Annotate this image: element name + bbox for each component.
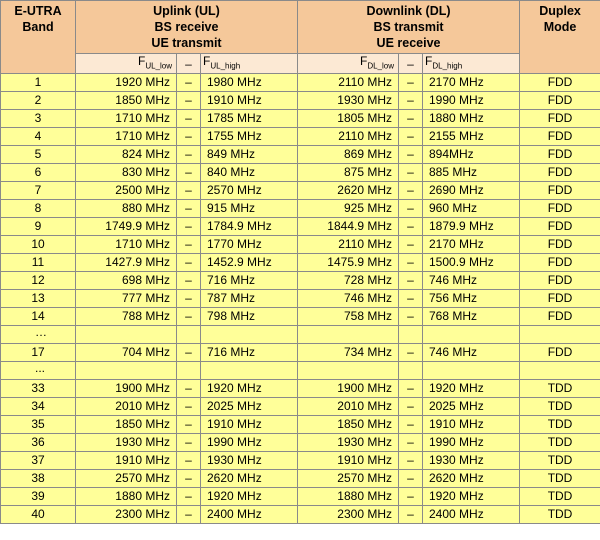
table-row: [1, 146, 600, 164]
ul-high-cell: 2570 MHz: [201, 182, 298, 200]
duplex-mode-cell: FDD: [520, 146, 600, 164]
duplex-mode-cell: FDD: [520, 272, 600, 290]
dl-low-cell: 728 MHz: [298, 272, 399, 290]
dl-high-cell: 885 MHz: [423, 164, 520, 182]
ul-dash-cell: –: [177, 416, 201, 434]
dl-low-cell: 869 MHz: [298, 146, 399, 164]
ul-dash-cell: –: [177, 290, 201, 308]
dl-low-cell: 2010 MHz: [298, 398, 399, 416]
uplink-line3: UE transmit: [151, 36, 222, 50]
duplex-mode-cell: TDD: [520, 416, 600, 434]
dl-low-cell: 1930 MHz: [298, 92, 399, 110]
duplex-mode-cell: FDD: [520, 110, 600, 128]
band-cell: 34: [1, 398, 76, 416]
band-cell: 37: [1, 452, 76, 470]
ul-high-cell: 1910 MHz: [201, 416, 298, 434]
ul-dash-cell: –: [177, 182, 201, 200]
duplex-header: [520, 1, 600, 74]
dl-low-cell: 746 MHz: [298, 290, 399, 308]
ul-low-cell: 788 MHz: [76, 308, 177, 326]
table-row: [1, 236, 600, 254]
duplex-mode-cell: FDD: [520, 128, 600, 146]
ul-low-symbol: F: [137, 54, 146, 68]
dl-high-cell: 1880 MHz: [423, 110, 520, 128]
dl-dash-cell: –: [399, 308, 423, 326]
ul-low-header: [76, 54, 177, 74]
dl-dash-cell: –: [399, 290, 423, 308]
dl-dash-cell: –: [399, 452, 423, 470]
band-cell: 11: [1, 254, 76, 272]
ul-high-cell: 1930 MHz: [201, 452, 298, 470]
dl-low-symbol: F: [359, 54, 368, 68]
ul-low-cell: 777 MHz: [76, 290, 177, 308]
band-cell: 14: [1, 308, 76, 326]
table-row: [1, 416, 600, 434]
table-row: [1, 92, 600, 110]
duplex-mode-cell: TDD: [520, 488, 600, 506]
ul-high-cell: 1452.9 MHz: [201, 254, 298, 272]
dl-high-cell: 1920 MHz: [423, 380, 520, 398]
ul-high-cell: 1920 MHz: [201, 380, 298, 398]
band-cell: 33: [1, 380, 76, 398]
dl-low-cell: 1900 MHz: [298, 380, 399, 398]
ul-dash-cell: –: [177, 380, 201, 398]
band-cell: 7: [1, 182, 76, 200]
duplex-mode-cell: TDD: [520, 434, 600, 452]
downlink-line3: UE receive: [376, 36, 441, 50]
table-row: [1, 254, 600, 272]
band-rows: [1, 74, 600, 524]
dl-low-cell: 2110 MHz: [298, 128, 399, 146]
ul-high-cell: 1980 MHz: [201, 74, 298, 92]
duplex-mode-cell: [520, 326, 600, 344]
dl-high-cell: 1910 MHz: [423, 416, 520, 434]
band-header-text: E-UTRA Band: [14, 4, 62, 34]
duplex-mode-cell: FDD: [520, 308, 600, 326]
ul-dash-cell: –: [177, 236, 201, 254]
dl-low-cell: 2570 MHz: [298, 470, 399, 488]
dl-high-cell: 2690 MHz: [423, 182, 520, 200]
dl-high-subscript: DL_high: [432, 61, 463, 71]
band-cell: 3: [1, 110, 76, 128]
duplex-mode-cell: TDD: [520, 398, 600, 416]
table-row: [1, 434, 600, 452]
dl-high-cell: 894MHz: [423, 146, 520, 164]
dl-dash-cell: –: [399, 128, 423, 146]
band-cell: 8: [1, 200, 76, 218]
dl-high-cell: 756 MHz: [423, 290, 520, 308]
downlink-line2: BS transmit: [373, 20, 444, 34]
ul-high-cell: 798 MHz: [201, 308, 298, 326]
dl-low-cell: 2110 MHz: [298, 236, 399, 254]
ul-high-cell: 1755 MHz: [201, 128, 298, 146]
dl-high-header: [423, 54, 520, 74]
dl-high-cell: [423, 326, 520, 344]
ul-low-cell: 1930 MHz: [76, 434, 177, 452]
ul-high-cell: 1910 MHz: [201, 92, 298, 110]
duplex-mode-cell: FDD: [520, 218, 600, 236]
dl-low-cell: 1930 MHz: [298, 434, 399, 452]
table-row: [1, 200, 600, 218]
ul-dash-cell: –: [177, 218, 201, 236]
ul-high-cell: 1770 MHz: [201, 236, 298, 254]
ul-low-cell: 1749.9 MHz: [76, 218, 177, 236]
dl-low-cell: 2300 MHz: [298, 506, 399, 524]
duplex-mode-cell: FDD: [520, 164, 600, 182]
ul-dash-cell: –: [177, 92, 201, 110]
ul-low-cell: 704 MHz: [76, 344, 177, 362]
ul-low-cell: 1710 MHz: [76, 110, 177, 128]
ul-dash-cell: –: [177, 434, 201, 452]
table-row: [1, 380, 600, 398]
ul-low-cell: 1900 MHz: [76, 380, 177, 398]
ul-low-cell: 698 MHz: [76, 272, 177, 290]
dl-high-cell: 2170 MHz: [423, 236, 520, 254]
ul-dash-cell: [177, 326, 201, 344]
band-cell: 35: [1, 416, 76, 434]
dl-dash-cell: –: [399, 488, 423, 506]
ul-dash-cell: –: [177, 200, 201, 218]
ul-high-cell: 1990 MHz: [201, 434, 298, 452]
band-cell: 38: [1, 470, 76, 488]
band-cell: 40: [1, 506, 76, 524]
dl-high-cell: 1930 MHz: [423, 452, 520, 470]
dl-low-cell: 1880 MHz: [298, 488, 399, 506]
band-cell: 4: [1, 128, 76, 146]
duplex-mode-cell: FDD: [520, 74, 600, 92]
ul-dash-cell: [177, 362, 201, 380]
dl-low-header: [298, 54, 399, 74]
table-row: [1, 164, 600, 182]
duplex-mode-cell: FDD: [520, 344, 600, 362]
ul-high-cell: [201, 362, 298, 380]
dl-high-cell: 768 MHz: [423, 308, 520, 326]
ul-low-cell: 824 MHz: [76, 146, 177, 164]
dl-low-cell: 1475.9 MHz: [298, 254, 399, 272]
dl-dash-cell: –: [399, 344, 423, 362]
dl-low-cell: 2110 MHz: [298, 74, 399, 92]
ul-dash-cell: –: [177, 308, 201, 326]
ul-low-cell: 1427.9 MHz: [76, 254, 177, 272]
duplex-mode-cell: FDD: [520, 236, 600, 254]
ul-low-cell: 2010 MHz: [76, 398, 177, 416]
band-cell: 1: [1, 74, 76, 92]
ul-high-header: [201, 54, 298, 74]
uplink-title: Uplink (UL): [153, 4, 220, 18]
band-cell: 17: [1, 344, 76, 362]
dl-low-cell: 758 MHz: [298, 308, 399, 326]
band-cell: 2: [1, 92, 76, 110]
ul-dash-header: –: [177, 54, 201, 74]
dl-low-cell: 1844.9 MHz: [298, 218, 399, 236]
ul-high-symbol: F: [203, 54, 211, 68]
table-row: [1, 218, 600, 236]
dl-dash-cell: –: [399, 218, 423, 236]
duplex-mode-cell: FDD: [520, 92, 600, 110]
ul-dash-cell: –: [177, 488, 201, 506]
dl-dash-cell: –: [399, 416, 423, 434]
table-row: [1, 272, 600, 290]
ul-high-cell: 2400 MHz: [201, 506, 298, 524]
dl-high-cell: 2025 MHz: [423, 398, 520, 416]
band-cell: 13: [1, 290, 76, 308]
ul-dash-cell: –: [177, 164, 201, 182]
band-cell: 5: [1, 146, 76, 164]
duplex-mode-cell: TDD: [520, 506, 600, 524]
ul-low-cell: 1910 MHz: [76, 452, 177, 470]
dl-low-subscript: DL_low: [367, 61, 394, 71]
ul-high-cell: 2620 MHz: [201, 470, 298, 488]
band-cell: 10: [1, 236, 76, 254]
dl-dash-cell: –: [399, 200, 423, 218]
table-row: [1, 326, 600, 344]
dl-high-cell: 1500.9 MHz: [423, 254, 520, 272]
ul-dash-cell: –: [177, 74, 201, 92]
table-row: [1, 488, 600, 506]
dl-low-cell: [298, 326, 399, 344]
ul-low-cell: 1710 MHz: [76, 236, 177, 254]
table-row: [1, 290, 600, 308]
ul-low-cell: 2300 MHz: [76, 506, 177, 524]
dl-dash-cell: –: [399, 110, 423, 128]
duplex-mode-cell: TDD: [520, 452, 600, 470]
dl-low-cell: [298, 362, 399, 380]
dl-high-cell: 1990 MHz: [423, 92, 520, 110]
dl-dash-cell: –: [399, 236, 423, 254]
ul-low-cell: 1920 MHz: [76, 74, 177, 92]
dl-low-cell: 2620 MHz: [298, 182, 399, 200]
dl-dash-cell: –: [399, 506, 423, 524]
band-header: [1, 1, 76, 74]
dl-dash-cell: –: [399, 92, 423, 110]
dl-dash-cell: –: [399, 272, 423, 290]
uplink-header: [76, 1, 298, 54]
dl-low-cell: 875 MHz: [298, 164, 399, 182]
ul-high-cell: [201, 326, 298, 344]
dl-dash-cell: –: [399, 74, 423, 92]
ul-low-cell: 880 MHz: [76, 200, 177, 218]
dl-low-cell: 1805 MHz: [298, 110, 399, 128]
ul-low-cell: 1880 MHz: [76, 488, 177, 506]
band-cell: ...: [1, 362, 76, 380]
ul-high-cell: 915 MHz: [201, 200, 298, 218]
uplink-line2: BS receive: [154, 20, 219, 34]
table-row: [1, 398, 600, 416]
duplex-mode-cell: FDD: [520, 200, 600, 218]
header-row: [1, 1, 600, 54]
dl-low-cell: 734 MHz: [298, 344, 399, 362]
ul-low-cell: 2570 MHz: [76, 470, 177, 488]
table-row: [1, 110, 600, 128]
ul-high-cell: 849 MHz: [201, 146, 298, 164]
dl-dash-cell: –: [399, 434, 423, 452]
ul-dash-cell: –: [177, 272, 201, 290]
ul-high-cell: 1785 MHz: [201, 110, 298, 128]
dl-high-cell: [423, 362, 520, 380]
dl-dash-cell: –: [399, 146, 423, 164]
ul-dash-cell: –: [177, 110, 201, 128]
dl-high-cell: 746 MHz: [423, 272, 520, 290]
duplex-mode-cell: [520, 362, 600, 380]
ul-low-cell: 1710 MHz: [76, 128, 177, 146]
ul-dash-cell: –: [177, 452, 201, 470]
ul-dash-cell: –: [177, 128, 201, 146]
ul-high-subscript: UL_high: [210, 61, 241, 71]
dl-high-cell: 2620 MHz: [423, 470, 520, 488]
ul-dash-cell: –: [177, 146, 201, 164]
dl-dash-cell: –: [399, 380, 423, 398]
table-row: [1, 344, 600, 362]
ul-dash-cell: –: [177, 506, 201, 524]
dl-high-symbol: F: [425, 54, 433, 68]
dl-dash-cell: –: [399, 254, 423, 272]
table-row: [1, 182, 600, 200]
ul-low-cell: 2500 MHz: [76, 182, 177, 200]
dl-dash-cell: [399, 326, 423, 344]
table-row: [1, 506, 600, 524]
duplex-mode-cell: FDD: [520, 254, 600, 272]
ul-high-cell: 716 MHz: [201, 344, 298, 362]
ul-low-cell: [76, 326, 177, 344]
duplex-mode-cell: FDD: [520, 182, 600, 200]
ul-dash-cell: –: [177, 254, 201, 272]
table-row: [1, 470, 600, 488]
duplex-mode-cell: FDD: [520, 290, 600, 308]
table-row: [1, 308, 600, 326]
ul-dash-cell: –: [177, 344, 201, 362]
duplex-mode-cell: TDD: [520, 380, 600, 398]
duplex-header-text: Duplex Mode: [539, 4, 581, 34]
dl-high-cell: 2170 MHz: [423, 74, 520, 92]
dl-high-cell: 2400 MHz: [423, 506, 520, 524]
downlink-title: Downlink (DL): [366, 4, 451, 18]
subheader-row: [1, 54, 600, 74]
table-row: [1, 452, 600, 470]
ul-dash-cell: –: [177, 470, 201, 488]
dl-dash-header: –: [399, 54, 423, 74]
band-cell: …: [1, 326, 76, 344]
ul-low-cell: [76, 362, 177, 380]
band-cell: 12: [1, 272, 76, 290]
dl-high-cell: 1990 MHz: [423, 434, 520, 452]
band-cell: 36: [1, 434, 76, 452]
dl-high-cell: 960 MHz: [423, 200, 520, 218]
table-row: [1, 74, 600, 92]
dl-high-cell: 1920 MHz: [423, 488, 520, 506]
dl-high-cell: 2155 MHz: [423, 128, 520, 146]
ul-low-cell: 1850 MHz: [76, 92, 177, 110]
dl-high-cell: 1879.9 MHz: [423, 218, 520, 236]
downlink-header: [298, 1, 520, 54]
ul-dash-cell: –: [177, 398, 201, 416]
dl-low-cell: 1910 MHz: [298, 452, 399, 470]
ul-high-cell: 716 MHz: [201, 272, 298, 290]
ul-high-cell: 787 MHz: [201, 290, 298, 308]
dl-low-cell: 1850 MHz: [298, 416, 399, 434]
table-row: [1, 128, 600, 146]
band-cell: 39: [1, 488, 76, 506]
ul-high-cell: 2025 MHz: [201, 398, 298, 416]
ul-high-cell: 1784.9 MHz: [201, 218, 298, 236]
band-cell: 6: [1, 164, 76, 182]
dl-high-cell: 746 MHz: [423, 344, 520, 362]
ul-high-cell: 1920 MHz: [201, 488, 298, 506]
dl-dash-cell: –: [399, 182, 423, 200]
dl-dash-cell: –: [399, 470, 423, 488]
ul-low-subscript: UL_low: [145, 61, 172, 71]
dl-dash-cell: [399, 362, 423, 380]
duplex-mode-cell: TDD: [520, 470, 600, 488]
ul-low-cell: 1850 MHz: [76, 416, 177, 434]
ul-low-cell: 830 MHz: [76, 164, 177, 182]
dl-dash-cell: –: [399, 164, 423, 182]
dl-dash-cell: –: [399, 398, 423, 416]
table-row: [1, 362, 600, 380]
band-cell: 9: [1, 218, 76, 236]
dl-low-cell: 925 MHz: [298, 200, 399, 218]
ul-high-cell: 840 MHz: [201, 164, 298, 182]
